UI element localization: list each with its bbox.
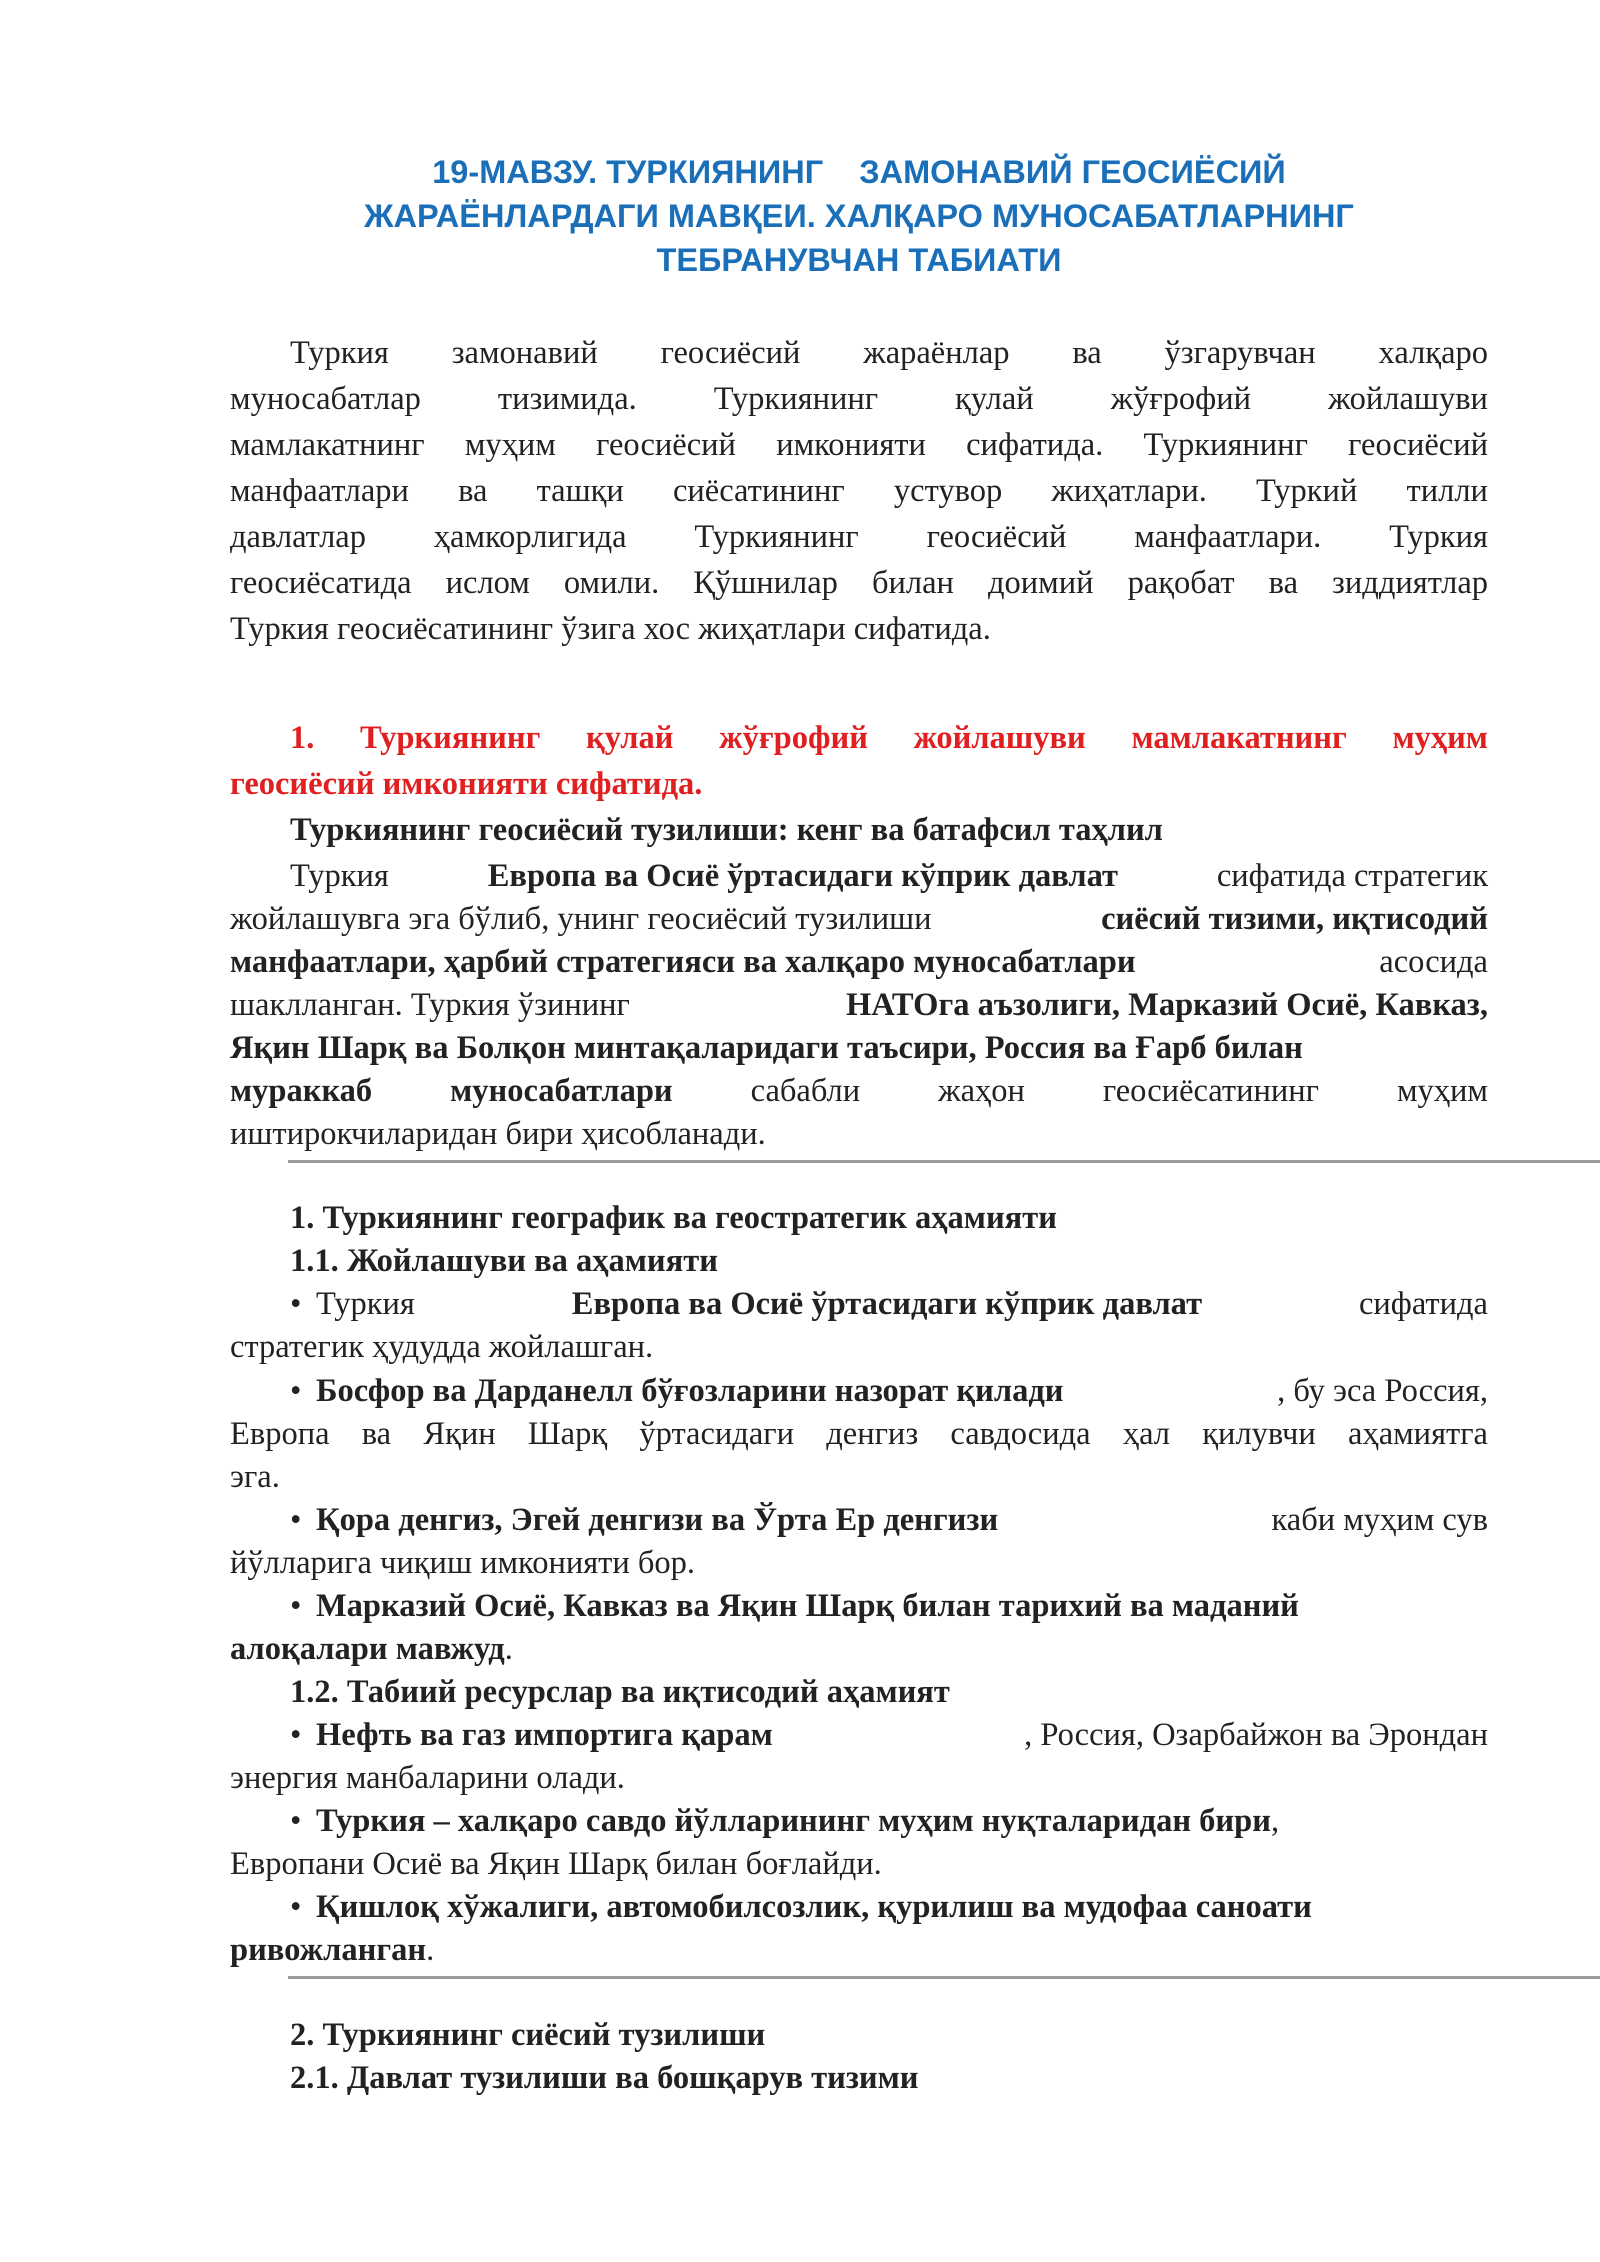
word: ва (1072, 335, 1102, 371)
word: жўғрофий (719, 720, 868, 756)
word: геосиёсий (926, 519, 1067, 555)
word: давлатлар (230, 519, 366, 555)
word: халқаро (1378, 335, 1488, 371)
word: тилли (1406, 473, 1488, 509)
geo-subheading-2: 1.2. Табиий ресурслар ва иқтисодий аҳамият (290, 1674, 950, 1710)
intro-line-3 (230, 422, 1488, 469)
analysis-line-1 (230, 853, 1488, 900)
analysis-line-4 (230, 982, 1488, 1029)
word: ҳамкорлигида (433, 519, 627, 555)
word: қулай (586, 720, 674, 756)
bullet-text: Туркия (316, 1286, 415, 1322)
bullet-text: , Россия, Озарбайжон ва Эрондан (1024, 1717, 1488, 1753)
political-subheading-1: 2.1. Давлат тузилиши ва бошқарув тизими (290, 2060, 919, 2096)
bullet-bold: Европа ва Осиё ўртасидаги кўприк давлат (571, 1286, 1203, 1322)
intro-text: геосиёсатида ислом омили. Қўшнилар билан доимий рақобат ва зиддиятлар (230, 565, 1488, 601)
word: жиҳатлари. (1051, 473, 1207, 509)
political-heading: 2. Туркиянинг сиёсий тузилиши (290, 2017, 766, 2053)
word: муҳим (1396, 1073, 1488, 1109)
word: Европа (230, 1416, 330, 1452)
geo-heading: 1. Туркиянинг географик ва геостратегик аҳамияти (290, 1200, 1057, 1236)
word: Туркиянинг (360, 720, 541, 756)
bullet-marker: • (290, 1717, 302, 1753)
bullet-marker: • (290, 1502, 302, 1538)
bullet-5-line-2: энергия манбаларини олади. (230, 1760, 625, 1796)
geo-subheading-1: 1.1. Жойлашуви ва аҳамияти (290, 1243, 718, 1279)
analysis-text: шаклланган. Туркия ўзининг (230, 987, 638, 1023)
analysis-line-2 (230, 896, 1488, 943)
word: манфаатлари (230, 473, 409, 509)
bullet-4 (230, 1583, 1488, 1630)
bullet-bold: Марказий Осиё, Кавказ ва Яқин Шарқ билан тарихий ва маданий (316, 1588, 1299, 1624)
bullet-1-line-2: стратегик ҳудудда жойлашган. (230, 1329, 654, 1365)
section-divider (288, 1160, 1600, 1163)
analysis-bold: Европа ва Осиё ўртасидаги кўприк давлат (487, 858, 1119, 894)
bullet-bold: ривожланган (230, 1932, 427, 1968)
word: ўртасидаги (639, 1416, 794, 1452)
bullet-2-line-3: эга. (230, 1459, 280, 1495)
intro-line-4 (230, 468, 1488, 515)
section1-heading (230, 715, 1488, 762)
bullet-text: , (1270, 1803, 1280, 1839)
word: Туркиянинг (694, 519, 859, 555)
bullet-text: каби муҳим сув (1271, 1502, 1488, 1538)
bullet-bold: Нефть ва газ импортига қарам (316, 1717, 773, 1753)
analysis-bold: манфаатлари, ҳарбий стратегияси ва халқаро муносабатлари (230, 944, 1136, 980)
analysis-line-7: иштирокчиларидан бири ҳисобланади. (230, 1116, 766, 1152)
bullet-6 (230, 1798, 1488, 1845)
word: муносабатлар (230, 381, 421, 417)
bullet-7-line-2 (230, 1927, 1488, 1974)
section1-heading-line-2: геосиёсий имконияти сифатида. (230, 766, 703, 802)
bullet-3 (230, 1497, 1488, 1544)
word: жойлашуви (913, 720, 1086, 756)
bullet-bold: Туркия – халқаро савдо йўлларининг муҳим нуқталаридан бири (316, 1803, 1271, 1839)
word: жараёнлар (863, 335, 1010, 371)
word: аҳамиятга (1348, 1416, 1488, 1452)
bullet-marker: • (290, 1286, 302, 1322)
bullet-2-line-2 (230, 1411, 1488, 1458)
analysis-heading: Туркиянинг геосиёсий тузилиши: кенг ва батафсил таҳлил (290, 812, 1163, 848)
word: мамлакатнинг (1131, 720, 1347, 756)
word: сиёсатининг (672, 473, 845, 509)
bullet-4-line-2 (230, 1626, 1488, 1673)
bullet-2 (230, 1368, 1488, 1415)
analysis-line-5: Яқин Шарқ ва Болқон минтақаларидаги таъсири, Россия ва Ғарб билан (230, 1030, 1303, 1066)
word: савдосида (950, 1416, 1091, 1452)
word: қилувчи (1202, 1416, 1316, 1452)
analysis-text: жойлашувга эга бўлиб, унинг геосиёсий тузилиши (230, 901, 940, 937)
word: жаҳон (938, 1073, 1025, 1109)
bullet-bold: Қишлоқ хўжалиги, автомобилсозлик, қурилиш ва мудофаа саноати (316, 1889, 1312, 1925)
word: 1. (290, 720, 315, 756)
word: геосиёсий (660, 335, 801, 371)
analysis-bold: сиёсий тизими, иқтисодий (1101, 901, 1488, 937)
word: қулай (955, 381, 1034, 417)
intro-line-1 (230, 330, 1488, 377)
bullet-5 (230, 1712, 1488, 1759)
title-line-1: 19-МАВЗУ. ТУРКИЯНИНГ ЗАМОНАВИЙ ГЕОСИЁСИЙ (432, 154, 1286, 190)
page-title (230, 150, 1488, 282)
title-line-3: ТЕБРАНУВЧАН ТАБИАТИ (656, 242, 1062, 278)
bullet-marker: • (290, 1373, 302, 1409)
word: устувор (893, 473, 1003, 509)
word: муҳим (1392, 720, 1488, 756)
word: Яқин (423, 1416, 496, 1452)
section1-heading-line-1 (230, 715, 1488, 762)
bullet-marker: • (290, 1588, 302, 1624)
analysis-line-3 (230, 939, 1488, 986)
word: мураккаб (230, 1073, 373, 1109)
word: ташқи (536, 473, 624, 509)
intro-text: Туркия геосиёсатининг ўзига хос жиҳатлари сифатида. (230, 611, 991, 647)
bullet-1 (230, 1281, 1488, 1328)
bullet-bold: Қора денгиз, Эгей денгизи ва Ўрта Ер денгизи (316, 1502, 999, 1538)
analysis-bold: НАТОга аъзолиги, Марказий Осиё, Кавказ, (846, 987, 1488, 1023)
intro-line-6 (230, 560, 1488, 607)
intro-line-2 (230, 376, 1488, 423)
bullet-bold: Босфор ва Дарданелл бўғозларини назорат қилади (316, 1373, 1064, 1409)
analysis-text: Туркия (290, 858, 397, 894)
bullet-text: . (504, 1631, 513, 1667)
bullet-text: . (426, 1932, 435, 1968)
word: Туркия (1389, 519, 1488, 555)
intro-text: мамлакатнинг муҳим геосиёсий имконияти сифатида. Туркиянинг геосиёсий (230, 427, 1488, 463)
word: геосиёсатининг (1102, 1073, 1319, 1109)
bullet-text: сифатида (1358, 1286, 1488, 1322)
word: муносабатлари (450, 1073, 673, 1109)
word: тизимида. (497, 381, 637, 417)
bullet-bold: алоқалари мавжуд (230, 1631, 505, 1667)
bullet-marker: • (290, 1889, 302, 1925)
word: ва (458, 473, 488, 509)
analysis-line-6 (230, 1068, 1488, 1115)
bullet-3-line-2: йўлларига чиқиш имконияти бор. (230, 1545, 696, 1581)
word: жойлашуви (1327, 381, 1488, 417)
bullet-text: , бу эса Россия, (1277, 1373, 1488, 1409)
word: жўғрофий (1110, 381, 1252, 417)
bullet-marker: • (290, 1803, 302, 1839)
word: ва (361, 1416, 392, 1452)
intro-line-7 (230, 606, 1488, 653)
word: ҳал (1122, 1416, 1171, 1452)
word: замонавий (451, 335, 598, 371)
bullet-6-line-2: Европани Осиё ва Яқин Шарқ билан боғлайди. (230, 1846, 882, 1882)
word: Туркиянинг (713, 381, 879, 417)
word: денгиз (826, 1416, 919, 1452)
title-line-2: ЖАРАЁНЛАРДАГИ МАВҚЕИ. ХАЛҚАРО МУНОСАБАТЛАРНИНГ (364, 198, 1354, 234)
analysis-text: сифатида стратегик (1208, 858, 1488, 894)
analysis-text: асосида (1371, 944, 1488, 980)
section-divider (288, 1976, 1600, 1979)
word: Туркий (1256, 473, 1358, 509)
word: Шарқ (527, 1416, 608, 1452)
word: Туркия (290, 335, 389, 371)
word: ўзгарувчан (1164, 335, 1316, 371)
word: сабабли (750, 1073, 861, 1109)
word: манфаатлари. (1134, 519, 1322, 555)
bullet-7 (230, 1884, 1488, 1931)
intro-line-5 (230, 514, 1488, 561)
